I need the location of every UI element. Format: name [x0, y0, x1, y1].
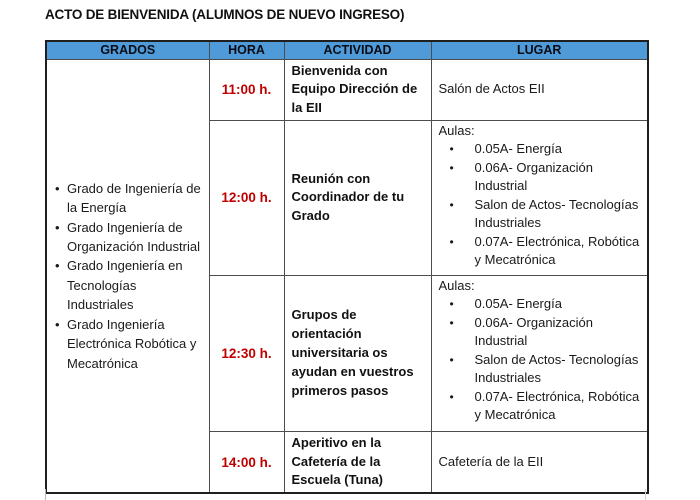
- hora-cell: 11:00 h.: [209, 59, 284, 120]
- column-header-grados: GRADOS: [46, 41, 209, 59]
- list-item: • Grado Ingeniería Electrónica Robótica y Mecatrónica: [55, 315, 205, 373]
- list-item: • 0.06A- Organización Industrial: [450, 314, 644, 351]
- lugar-intro: Aulas:: [438, 277, 475, 293]
- hora-cell: 14:00 h.: [209, 431, 284, 493]
- lugar-cell: [431, 275, 648, 431]
- list-item: • 0.05A- Energía: [450, 140, 644, 159]
- cropped-next-table-edge-left: [45, 489, 46, 500]
- hora-cell: 12:00 h.: [209, 120, 284, 275]
- list-item: • Salon de Actos- Tecnologías Industriales: [450, 196, 644, 233]
- lugar-cell: Cafetería de la EII: [431, 431, 648, 493]
- page-title: ACTO DE BIENVENIDA (ALUMNOS DE NUEVO INGRESO): [45, 7, 405, 22]
- column-header-lugar: LUGAR: [431, 41, 648, 59]
- list-item: • Grado Ingeniería en Tecnologías Industriales: [55, 256, 205, 314]
- hora-cell: 12:30 h.: [209, 275, 284, 431]
- list-item: • Grado de Ingeniería de la Energía: [55, 179, 205, 218]
- schedule-table: [45, 40, 649, 494]
- list-item: • 0.06A- Organización Industrial: [450, 159, 644, 196]
- list-item: • Grado Ingeniería de Organización Industrial: [55, 218, 205, 257]
- actividad-cell: Reunión con Coordinador de tu Grado: [284, 120, 431, 275]
- list-item: • 0.07A- Electrónica, Robótica y Mecatrónica: [450, 233, 644, 270]
- cropped-next-table-edge-right: [645, 489, 646, 500]
- aulas-list: [439, 295, 644, 425]
- table-header-row: [46, 41, 648, 59]
- grados-list: [54, 179, 205, 373]
- actividad-cell: Aperitivo en la Cafetería de la Escuela (Tuna): [284, 431, 431, 493]
- actividad-cell: Grupos de orientación universitaria os ayudan en vuestros primeros pasos: [284, 275, 431, 431]
- lugar-intro: Aulas:: [438, 122, 475, 138]
- aulas-list: [439, 140, 644, 270]
- lugar-cell: [431, 120, 648, 275]
- grados-cell: [46, 59, 209, 493]
- actividad-cell: Bienvenida con Equipo Dirección de la EII: [284, 59, 431, 120]
- list-item: • 0.07A- Electrónica, Robótica y Mecatrónica: [450, 388, 644, 425]
- table-row: [46, 59, 648, 120]
- list-item: • Salon de Actos- Tecnologías Industriales: [450, 351, 644, 388]
- lugar-cell: Salón de Actos EII: [431, 59, 648, 120]
- column-header-hora: HORA: [209, 41, 284, 59]
- column-header-actividad: ACTIVIDAD: [284, 41, 431, 59]
- list-item: • 0.05A- Energía: [450, 295, 644, 314]
